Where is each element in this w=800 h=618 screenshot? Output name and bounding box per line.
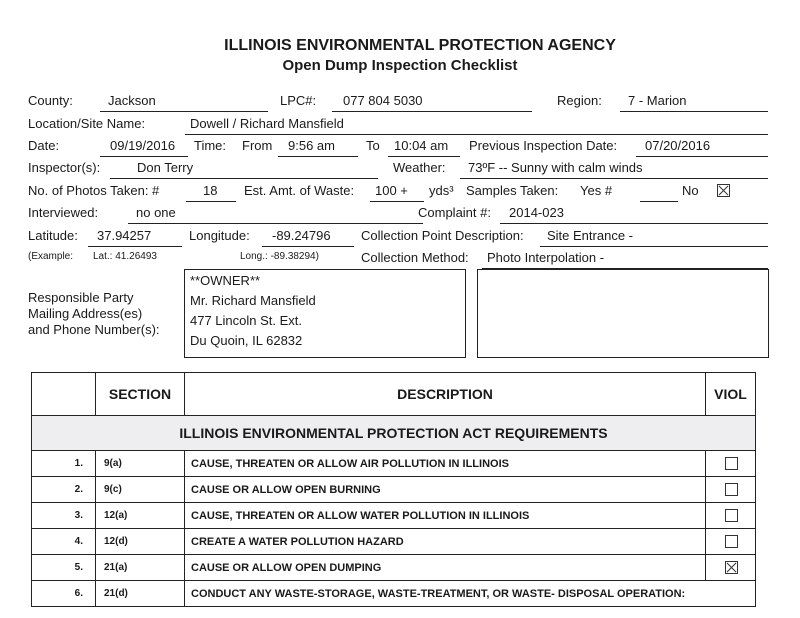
viol-checkbox[interactable] bbox=[725, 457, 738, 470]
method-label: Collection Method: bbox=[361, 250, 469, 265]
method-value: Photo Interpolation - bbox=[487, 250, 605, 265]
header-viol: VIOL bbox=[706, 373, 756, 416]
samples-no-label: No bbox=[682, 183, 699, 198]
region-underline bbox=[620, 111, 768, 112]
cpd-underline bbox=[540, 246, 768, 247]
latitude-value: 37.94257 bbox=[97, 228, 152, 243]
date-label: Date: bbox=[28, 138, 60, 153]
row-number: 4. bbox=[32, 529, 96, 555]
form-title: ILLINOIS ENVIRONMENTAL PROTECTION AGENCY bbox=[224, 37, 616, 54]
photos-underline bbox=[186, 201, 236, 202]
row-description: CAUSE, THREATEN OR ALLOW AIR POLLUTION IN ILLINOIS bbox=[185, 451, 706, 477]
region-value: 7 - Marion bbox=[628, 93, 687, 108]
weather-value: 73ºF -- Sunny with calm winds bbox=[468, 160, 643, 175]
lpc-underline bbox=[332, 111, 532, 112]
date-underline bbox=[100, 156, 188, 157]
weather-label: Weather: bbox=[393, 160, 446, 175]
table-row bbox=[32, 477, 756, 503]
interviewed-value: no one bbox=[136, 205, 176, 220]
phone-numbers-label: and Phone Number(s): bbox=[28, 322, 160, 337]
latitude-underline bbox=[88, 246, 182, 247]
time-from-underline bbox=[278, 156, 358, 157]
complaint-value: 2014-023 bbox=[509, 205, 564, 220]
complaint-underline bbox=[500, 223, 768, 224]
longitude-underline bbox=[262, 246, 354, 247]
samples-yes-label: Yes # bbox=[580, 183, 613, 198]
address-line: **OWNER** bbox=[190, 273, 261, 288]
viol-checkbox[interactable] bbox=[725, 561, 738, 574]
example-long: Long.: -89.38294) bbox=[240, 251, 319, 262]
samples-label: Samples Taken: bbox=[466, 183, 559, 198]
county-value: Jackson bbox=[108, 93, 156, 108]
prev-inspection-value: 07/20/2016 bbox=[645, 138, 711, 153]
latitude-label: Latitude: bbox=[28, 228, 78, 243]
row-description: CREATE A WATER POLLUTION HAZARD bbox=[185, 529, 706, 555]
row-description: CONDUCT ANY WASTE-STORAGE, WASTE-TREATMENT, OR WASTE- DISPOSAL OPERATION: bbox=[185, 581, 756, 607]
row-description: CAUSE OR ALLOW OPEN DUMPING bbox=[185, 555, 706, 581]
inspector-value: Don Terry bbox=[137, 160, 194, 175]
form-subtitle: Open Dump Inspection Checklist bbox=[282, 57, 518, 74]
cpd-label: Collection Point Description: bbox=[361, 228, 524, 243]
example-lat: Lat.: 41.26493 bbox=[93, 251, 157, 262]
longitude-value: -89.24796 bbox=[272, 228, 331, 243]
row-description: CAUSE, THREATEN OR ALLOW WATER POLLUTION IN ILLINOIS bbox=[185, 503, 706, 529]
time-to-label: To bbox=[366, 138, 380, 153]
county-underline bbox=[100, 111, 268, 112]
time-label: Time: bbox=[194, 138, 227, 153]
waste-unit: yds³ bbox=[429, 183, 454, 198]
table-row bbox=[32, 555, 756, 581]
row-viol-cell bbox=[706, 503, 756, 529]
location-label: Location/Site Name: bbox=[28, 116, 146, 131]
row-section: 12(a) bbox=[96, 503, 185, 529]
row-viol-cell bbox=[706, 529, 756, 555]
row-number: 3. bbox=[32, 503, 96, 529]
table-row bbox=[32, 529, 756, 555]
row-section: 9(a) bbox=[96, 451, 185, 477]
mailing-address-label: Mailing Address(es) bbox=[28, 306, 143, 321]
row-section: 21(a) bbox=[96, 555, 185, 581]
waste-underline bbox=[370, 201, 424, 202]
viol-checkbox[interactable] bbox=[725, 483, 738, 496]
header-section: SECTION bbox=[96, 373, 185, 416]
region-label: Region: bbox=[557, 93, 602, 108]
row-number: 6. bbox=[32, 581, 96, 607]
county-label: County: bbox=[28, 93, 73, 108]
address-line: 477 Lincoln St. Ext. bbox=[190, 313, 303, 328]
prev-inspection-label: Previous Inspection Date: bbox=[469, 138, 618, 153]
lpc-value: 077 804 5030 bbox=[343, 93, 423, 108]
interviewed-underline bbox=[128, 223, 423, 224]
samples-yes-underline bbox=[640, 201, 678, 202]
table-row bbox=[32, 451, 756, 477]
row-description: CAUSE OR ALLOW OPEN BURNING bbox=[185, 477, 706, 503]
location-value: Dowell / Richard Mansfield bbox=[190, 116, 344, 131]
row-section: 12(d) bbox=[96, 529, 185, 555]
lpc-label: LPC#: bbox=[280, 93, 317, 108]
owner-address-box bbox=[184, 269, 466, 358]
table-row bbox=[32, 581, 756, 607]
section-band: ILLINOIS ENVIRONMENTAL PROTECTION ACT REQUIREMENTS bbox=[32, 416, 756, 451]
row-viol-cell bbox=[706, 555, 756, 581]
time-to-underline bbox=[388, 156, 460, 157]
header-number bbox=[32, 373, 96, 416]
resp-party-label: Responsible Party bbox=[28, 290, 134, 305]
second-party-box bbox=[477, 269, 769, 358]
complaint-label: Complaint #: bbox=[418, 205, 491, 220]
requirements-table bbox=[31, 372, 756, 607]
weather-underline bbox=[460, 178, 768, 179]
waste-value: 100 + bbox=[375, 183, 408, 198]
time-from-label: From bbox=[242, 138, 273, 153]
header-description: DESCRIPTION bbox=[185, 373, 706, 416]
date-value: 09/19/2016 bbox=[110, 138, 176, 153]
row-number: 1. bbox=[32, 451, 96, 477]
address-line: Mr. Richard Mansfield bbox=[190, 293, 316, 308]
photos-value: 18 bbox=[203, 183, 218, 198]
row-number: 5. bbox=[32, 555, 96, 581]
address-line: Du Quoin, IL 62832 bbox=[190, 333, 303, 348]
time-to-value: 10:04 am bbox=[394, 138, 449, 153]
row-section: 9(c) bbox=[96, 477, 185, 503]
inspector-label: Inspector(s): bbox=[28, 160, 101, 175]
inspector-underline bbox=[110, 178, 378, 179]
waste-label: Est. Amt. of Waste: bbox=[244, 183, 355, 198]
time-from-value: 9:56 am bbox=[288, 138, 335, 153]
samples-no-checkbox[interactable] bbox=[717, 184, 730, 197]
prev-inspection-underline bbox=[636, 156, 768, 157]
interviewed-label: Interviewed: bbox=[28, 205, 99, 220]
table-row bbox=[32, 503, 756, 529]
photos-label: No. of Photos Taken: # bbox=[28, 183, 160, 198]
row-section: 21(d) bbox=[96, 581, 185, 607]
row-viol-cell bbox=[706, 451, 756, 477]
longitude-label: Longitude: bbox=[189, 228, 250, 243]
row-number: 2. bbox=[32, 477, 96, 503]
cpd-value: Site Entrance - bbox=[547, 228, 633, 243]
viol-checkbox[interactable] bbox=[725, 535, 738, 548]
row-viol-cell bbox=[706, 477, 756, 503]
location-underline bbox=[185, 134, 768, 135]
example-label: (Example: bbox=[28, 251, 74, 262]
viol-checkbox[interactable] bbox=[725, 509, 738, 522]
